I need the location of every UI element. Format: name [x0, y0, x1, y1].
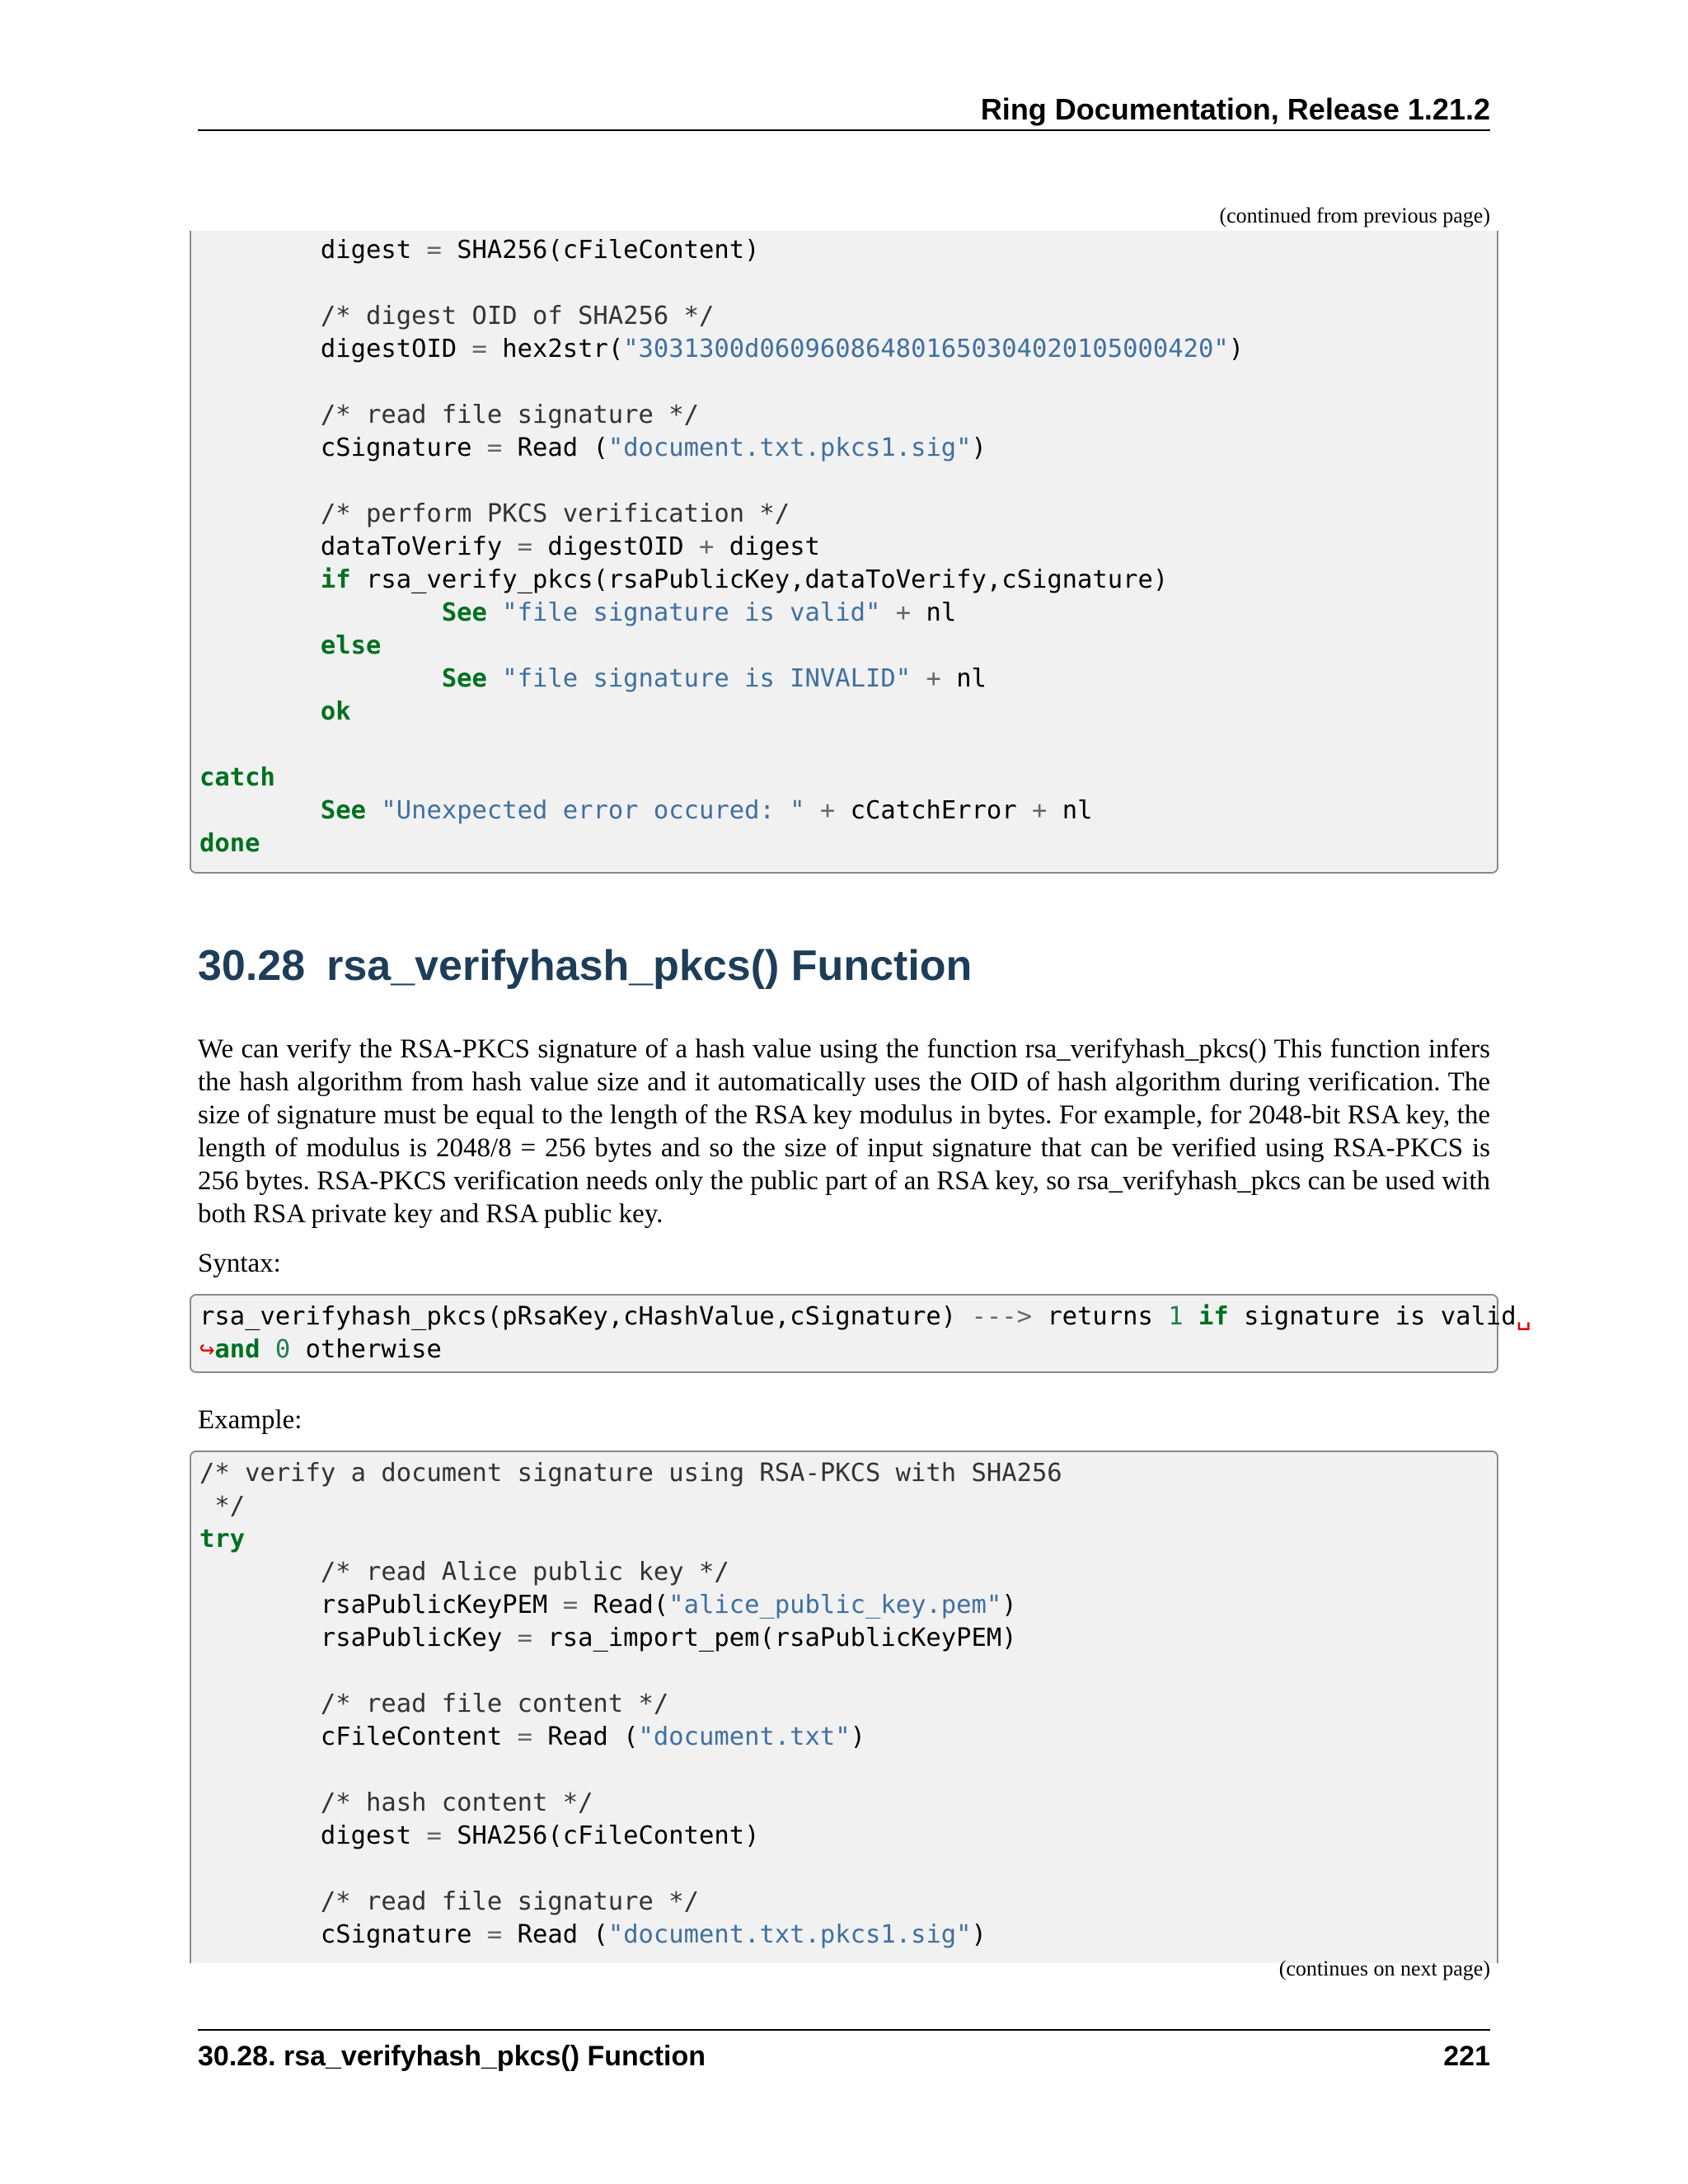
- code-token: See: [441, 598, 487, 627]
- example-label: Example:: [198, 1405, 302, 1435]
- code-token: =: [486, 434, 503, 462]
- code-token: +: [895, 598, 912, 627]
- code-token: and: [214, 1335, 260, 1364]
- syntax-code-text: rsa_verifyhash_pkcs(pRsaKey,cHashValue,cSignature) ---> returns 1 if signature is valid␣ ↪and 0 otherwise: [199, 1302, 1531, 1364]
- code-token: =: [486, 1920, 503, 1949]
- code-token: if: [320, 565, 351, 594]
- code-token: "document.txt": [638, 1722, 851, 1751]
- code-block-continued: [190, 231, 1498, 874]
- code-token: "document.txt.pkcs1.sig": [607, 1920, 972, 1949]
- code-token: =: [562, 1591, 579, 1619]
- example-code-text: /* verify a document signature using RSA-PKCS with SHA256 */ try /* read Alice public key */ rsaPublicKeyPEM = Read("alice_public_key.pem") rsaPublicKey = rsa_import_pem(rsaPublicKeyPEM) /* read file content */ cFileContent = Read ("document.txt") /* hash content */ digest = SHA256(cFileContent) /* read file signature */ cSignature = Read ("document.txt.pkcs1.sig"): [199, 1459, 1062, 1949]
- code-token: "file signature is INVALID": [502, 664, 912, 693]
- syntax-code-block: [190, 1294, 1531, 1373]
- code-token: /* digest OID of SHA256 */: [320, 302, 715, 330]
- code-token: done: [199, 829, 260, 858]
- section-title-text: rsa_verifyhash_pkcs() Function: [326, 942, 973, 990]
- code-token: +: [1032, 796, 1048, 825]
- syntax-label: Syntax:: [198, 1249, 281, 1278]
- running-header: Ring Documentation, Release 1.21.2: [980, 92, 1490, 126]
- code-token: try: [199, 1525, 246, 1554]
- code-token: /* hash content */: [320, 1788, 593, 1817]
- code-token: "3031300d060960864801650304020105000420": [623, 335, 1229, 363]
- code-token: +: [819, 796, 836, 825]
- continued-from-note: (continued from previous page): [1219, 204, 1490, 227]
- code-token: See: [441, 664, 487, 693]
- description-paragraph: We can verify the RSA-PKCS signature of a hash value using the function rsa_verifyhash_pkcs() This function infers the hash algorithm from hash value size and it automatically uses the OID of hash algorithm during verification. The size of signature must be equal to the length of the RSA key modulus in bytes. For example, for 2048-bit RSA key, the length of modulus is 2048/8 = 256 bytes and so the size of input signature that can be verified using RSA-PKCS is 256 bytes. RSA-PKCS verification needs only the public part of an RSA key, so rsa_verifyhash_pkcs can be used with both RSA private key and RSA public key.: [198, 1034, 1490, 1229]
- code-token: else: [320, 631, 382, 660]
- code-token: =: [426, 236, 442, 265]
- footer-section-title: 30.28. rsa_verifyhash_pkcs() Function: [198, 2041, 706, 2072]
- code-token: "file signature is valid": [502, 598, 881, 627]
- example-code-block: [190, 1451, 1498, 1963]
- code-token: =: [517, 1624, 532, 1652]
- code-token: +: [699, 532, 715, 561]
- code-token: /* verify a document signature using RSA-PKCS with SHA256: [199, 1459, 1062, 1488]
- code-token: ↪: [199, 1335, 215, 1364]
- code-token: catch: [199, 763, 275, 792]
- code-token: */: [199, 1492, 246, 1521]
- code-token: /* read file signature */: [320, 401, 699, 429]
- continues-on-note: (continues on next page): [1278, 1957, 1490, 1980]
- code-token: "alice_public_key.pem": [668, 1591, 1002, 1619]
- code-token: =: [471, 335, 487, 363]
- code-token: /* read Alice public key */: [320, 1558, 729, 1586]
- code-text: digest = SHA256(cFileContent) /* digest OID of SHA256 */ digestOID = hex2str("3031300d060960864801650304020105000420") /* read file signature */ cSignature = Read ("document.txt.pkcs1.sig") /* perform PKCS verification */ dataToVerify = digestOID + digest if rsa_verify_pkcs(rsaPublicKey,dataToVerify,cSignature) See "file signature is valid" + nl else See "file signature is INVALID" + nl ok catch See "Unexpected error occured: " + cCatchError + nl done: [199, 236, 1245, 858]
- footer-rule: [198, 2029, 1490, 2031]
- code-token: --->: [971, 1302, 1032, 1331]
- code-token: ␣: [1516, 1302, 1531, 1331]
- code-token: /* perform PKCS verification */: [320, 499, 790, 528]
- code-token: "Unexpected error occured: ": [381, 796, 805, 825]
- code-token: 0: [274, 1335, 291, 1364]
- code-token: See: [320, 796, 366, 825]
- code-token: =: [517, 532, 532, 561]
- header-rule: [198, 129, 1490, 131]
- code-token: /* read file signature */: [320, 1887, 699, 1916]
- code-token: 1: [1168, 1302, 1184, 1331]
- code-token: +: [926, 664, 941, 693]
- code-token: =: [517, 1722, 532, 1751]
- code-token: =: [426, 1821, 442, 1850]
- code-token: ok: [320, 697, 351, 726]
- page-number: 221: [1443, 2041, 1490, 2072]
- code-token: if: [1198, 1302, 1229, 1331]
- code-token: "document.txt.pkcs1.sig": [607, 434, 972, 462]
- code-token: /* read file content */: [320, 1690, 669, 1718]
- section-heading: [198, 941, 972, 991]
- section-number: 30.28: [198, 942, 306, 990]
